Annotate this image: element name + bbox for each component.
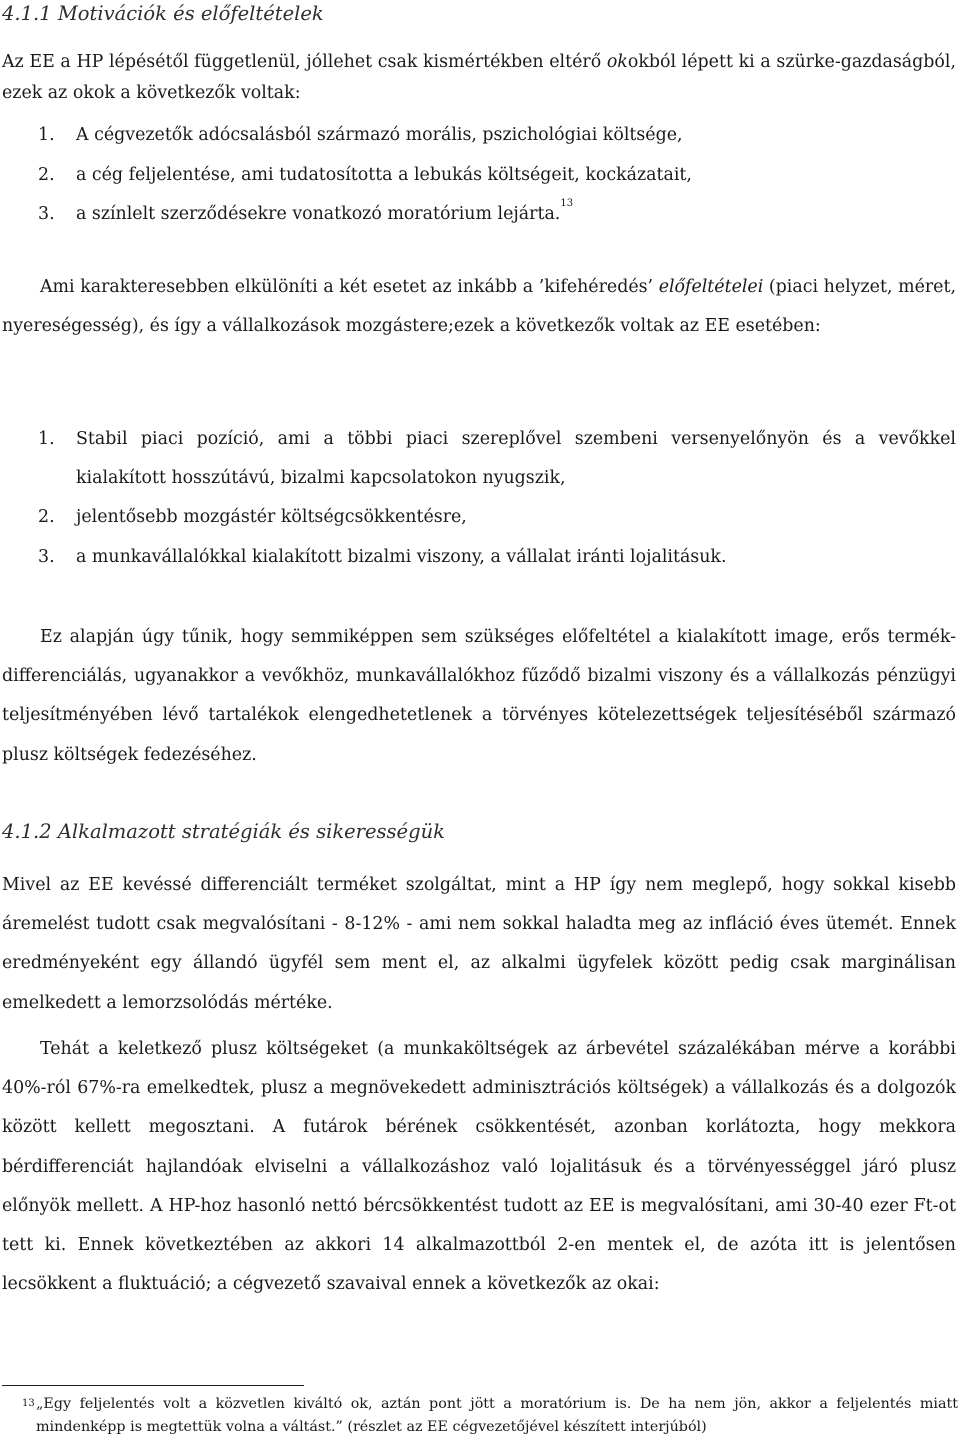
pricing-paragraph: Mivel az EE kevéssé differenciált terméket szolgáltat, mint a HP így nem meglepő, hogy sokkal kisebb áremelést tudott csak megvalósítani - 8-12% - ami nem sokkal haladta meg az infláció éves ütemét. Ennek eredményeként egy állandó ügyfél sem ment el, az alkalmi ügyfelek között pedig csak marginálisan emelkedett a lemorzsolódás mértéke. xyxy=(2,875,956,1013)
footnote-reference[interactable]: 13 xyxy=(560,198,574,209)
reasons-list xyxy=(0,116,956,235)
preconditions-italic-word: előfeltételei xyxy=(658,277,764,297)
list-item xyxy=(0,116,956,156)
intro-italic-word: ok xyxy=(606,52,628,72)
preconditions-text-a: Ami karakteresebben elkülöníti a két esetet az inkább a ’kifehéredés’ xyxy=(40,277,659,297)
preconditions-text-b: (piaci helyzet, méret, nyereségesség), és így a vállalkozások mozgástere;ezek a következők voltak az EE esetében: xyxy=(2,277,956,337)
footnote-mark: 13 xyxy=(22,1398,35,1409)
intro-text-a: Az EE a HP lépésétől függetlenül, jóllehet csak kismértékben eltérő xyxy=(2,52,607,72)
preconditions-list xyxy=(0,420,956,577)
list-item xyxy=(0,195,956,235)
list-item-text: a munkavállalókkal kialakított bizalmi viszony, a vállalat iránti lojalitásuk. xyxy=(76,546,727,567)
list-number: 1. xyxy=(38,125,55,145)
intro-text-b: okból lépett ki a szürke-gazdaságból, ezek az okok a következők voltak: xyxy=(2,52,956,103)
conclusion-paragraph: Ez alapján úgy tűnik, hogy semmiképpen sem szükséges előfeltétel a kialakított image, erős termék-differenciálás, ugyanakkor a vevőkhöz, munkavállalókhoz fűződő bizalmi viszony és a vállalkozás pénzügyi teljesítményében lévő tartalékok elengedhetetlenek a törvényes kötelezettségek teljesítéséből származó plusz költségek fedezéséhez. xyxy=(2,627,956,765)
list-number: 3. xyxy=(38,204,55,224)
list-item xyxy=(0,498,956,537)
footnote xyxy=(2,1393,958,1439)
footnote-text: „Egy feljelentés volt a közvetlen kiváltó ok, aztán pont jött a moratórium is. De ha nem jön, akkor a feljelentés miatt mindenképp is megtettük volna a váltást.” (részlet az EE cégvezetőjével készített interjúból) xyxy=(36,1396,958,1435)
list-item xyxy=(0,538,956,577)
list-item-text: A cégvezetők adócsalásból származó morális, pszichológiai költsége, xyxy=(76,125,683,145)
list-item-text: a cég feljelentése, ami tudatosította a lebukás költségeit, kockázatait, xyxy=(76,164,692,185)
list-item-text: a színlelt szerződésekre vonatkozó moratórium lejárta. xyxy=(76,204,561,224)
list-item xyxy=(0,420,956,498)
costs-paragraph: Tehát a keletkező plusz költségeket (a munkaköltségek az árbevétel százalékában mérve a korábbi 40%-ról 67%-ra emelkedtek, plusz a megnövekedett adminisztrációs költségek) a vállalkozás és a dolgozók között kellett megosztani. A futárok bérének csökkentését, azonban korlátozta, hogy mekkora bérdifferenciát hajlandóak elviselni a vállalkozáshoz való lojalitásuk és a törvényességgel járó plusz előnyök mellett. A HP-hoz hasonló nettó bércsökkentést tudott az EE is megvalósítani, ami 30-40 ezer Ft-ot tett ki. Ennek következtében az akkori 14 alkalmazottból 2-en mentek el, de azóta itt is jelentősen lecsökkent a fluktuáció; a cégvezető szavaival ennek a következők az okai: xyxy=(2,1039,956,1295)
list-number: 2. xyxy=(38,507,55,528)
list-item-text: Stabil piaci pozíció, ami a többi piaci szereplővel szembeni versenyelőnyön és a vevőkkel kialakított hosszútávú, bizalmi kapcsolatokon nyugszik, xyxy=(76,429,956,489)
section-heading-motivations: 4.1.1 Motivációk és előfeltételek xyxy=(2,2,324,25)
list-number: 3. xyxy=(38,546,55,567)
list-item xyxy=(0,156,956,196)
list-number: 2. xyxy=(38,164,55,185)
footnote-divider xyxy=(2,1385,304,1386)
list-number: 1. xyxy=(38,429,55,449)
preconditions-paragraph xyxy=(2,268,956,346)
section-heading-strategies: 4.1.2 Alkalmazott stratégiák és sikerességük xyxy=(2,820,445,843)
list-item-text: jelentősebb mozgástér költségcsökkentésre, xyxy=(76,507,467,528)
intro-paragraph xyxy=(2,47,956,109)
